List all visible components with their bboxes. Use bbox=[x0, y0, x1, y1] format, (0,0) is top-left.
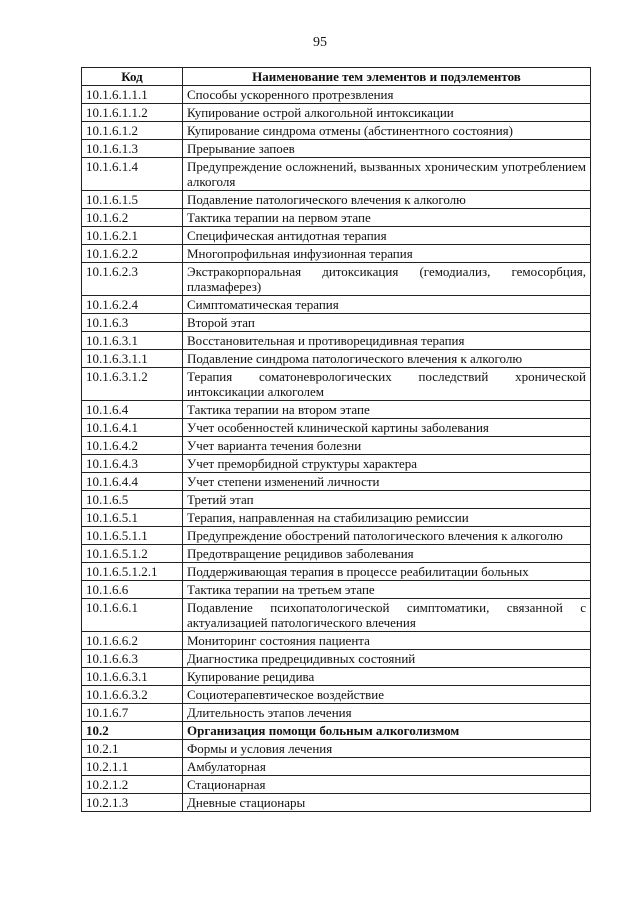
row-code: 10.1.6.1.1.2 bbox=[82, 104, 183, 122]
row-code: 10.1.6.3.1.1 bbox=[82, 350, 183, 368]
table-row bbox=[82, 527, 591, 545]
row-code: 10.1.6.1.3 bbox=[82, 140, 183, 158]
table-row bbox=[82, 650, 591, 668]
header-code: Код bbox=[82, 68, 183, 86]
table-row bbox=[82, 491, 591, 509]
row-name: Формы и условия лечения bbox=[183, 740, 591, 758]
row-code: 10.1.6.2.2 bbox=[82, 245, 183, 263]
row-name: Подавление патологического влечения к алкоголю bbox=[183, 191, 591, 209]
row-name: Длительность этапов лечения bbox=[183, 704, 591, 722]
row-code: 10.1.6.2.4 bbox=[82, 296, 183, 314]
row-name: Учет степени изменений личности bbox=[183, 473, 591, 491]
table-row bbox=[82, 332, 591, 350]
table-header-row bbox=[82, 68, 591, 86]
row-code: 10.1.6.1.2 bbox=[82, 122, 183, 140]
row-name: Стационарная bbox=[183, 776, 591, 794]
row-code: 10.1.6.5.1.2.1 bbox=[82, 563, 183, 581]
row-name: Тактика терапии на втором этапе bbox=[183, 401, 591, 419]
table-row bbox=[82, 350, 591, 368]
row-code: 10.1.6.5 bbox=[82, 491, 183, 509]
table-row bbox=[82, 581, 591, 599]
row-name: Социотерапевтическое воздействие bbox=[183, 686, 591, 704]
table-body bbox=[82, 86, 591, 812]
row-code: 10.1.6.2 bbox=[82, 209, 183, 227]
page-number: 95 bbox=[313, 35, 327, 50]
table-row bbox=[82, 740, 591, 758]
table-row bbox=[82, 455, 591, 473]
table-row bbox=[82, 314, 591, 332]
row-code: 10.1.6.2.3 bbox=[82, 263, 183, 296]
row-code: 10.2.1.1 bbox=[82, 758, 183, 776]
table-row bbox=[82, 545, 591, 563]
row-name: Предотвращение рецидивов заболевания bbox=[183, 545, 591, 563]
row-name: Мониторинг состояния пациента bbox=[183, 632, 591, 650]
row-code: 10.1.6.6.1 bbox=[82, 599, 183, 632]
table-row bbox=[82, 191, 591, 209]
table-row bbox=[82, 563, 591, 581]
table-row bbox=[82, 473, 591, 491]
row-code: 10.1.6.6.3.2 bbox=[82, 686, 183, 704]
row-name: Учет преморбидной структуры характера bbox=[183, 455, 591, 473]
table-row bbox=[82, 419, 591, 437]
topics-table bbox=[81, 67, 591, 812]
row-name: Организация помощи больным алкоголизмом bbox=[183, 722, 591, 740]
row-name: Купирование острой алкогольной интоксикации bbox=[183, 104, 591, 122]
row-name: Учет варианта течения болезни bbox=[183, 437, 591, 455]
row-code: 10.1.6.1.1.1 bbox=[82, 86, 183, 104]
row-code: 10.2.1.2 bbox=[82, 776, 183, 794]
row-code: 10.1.6.6 bbox=[82, 581, 183, 599]
row-name: Симптоматическая терапия bbox=[183, 296, 591, 314]
row-code: 10.1.6.2.1 bbox=[82, 227, 183, 245]
row-code: 10.2 bbox=[82, 722, 183, 740]
table-row bbox=[82, 722, 591, 740]
row-code: 10.1.6.6.3.1 bbox=[82, 668, 183, 686]
table-row bbox=[82, 368, 591, 401]
table-row bbox=[82, 437, 591, 455]
row-name: Подавление психопатологической симптоматики, связанной с актуализацией патологического влечения bbox=[183, 599, 591, 632]
row-name: Диагностика предрецидивных состояний bbox=[183, 650, 591, 668]
row-name: Дневные стационары bbox=[183, 794, 591, 812]
table-row bbox=[82, 794, 591, 812]
table-row bbox=[82, 704, 591, 722]
table-row bbox=[82, 245, 591, 263]
row-code: 10.1.6.4.4 bbox=[82, 473, 183, 491]
row-code: 10.1.6.3.1 bbox=[82, 332, 183, 350]
row-code: 10.1.6.4.2 bbox=[82, 437, 183, 455]
row-code: 10.1.6.6.2 bbox=[82, 632, 183, 650]
table-row bbox=[82, 758, 591, 776]
row-name: Терапия, направленная на стабилизацию ремиссии bbox=[183, 509, 591, 527]
row-code: 10.1.6.5.1.1 bbox=[82, 527, 183, 545]
row-code: 10.1.6.4.3 bbox=[82, 455, 183, 473]
row-name: Прерывание запоев bbox=[183, 140, 591, 158]
row-name: Специфическая антидотная терапия bbox=[183, 227, 591, 245]
table-row bbox=[82, 227, 591, 245]
row-name: Амбулаторная bbox=[183, 758, 591, 776]
row-code: 10.1.6.1.5 bbox=[82, 191, 183, 209]
table-row bbox=[82, 158, 591, 191]
row-code: 10.1.6.3.1.2 bbox=[82, 368, 183, 401]
row-name: Подавление синдрома патологического влечения к алкоголю bbox=[183, 350, 591, 368]
row-name: Купирование синдрома отмены (абстинентного состояния) bbox=[183, 122, 591, 140]
table-row bbox=[82, 86, 591, 104]
table-row bbox=[82, 104, 591, 122]
row-name: Третий этап bbox=[183, 491, 591, 509]
header-name: Наименование тем элементов и подэлементов bbox=[183, 68, 591, 86]
row-code: 10.1.6.5.1 bbox=[82, 509, 183, 527]
row-name: Многопрофильная инфузионная терапия bbox=[183, 245, 591, 263]
row-name: Второй этап bbox=[183, 314, 591, 332]
row-name: Учет особенностей клинической картины заболевания bbox=[183, 419, 591, 437]
row-code: 10.2.1 bbox=[82, 740, 183, 758]
row-name: Тактика терапии на первом этапе bbox=[183, 209, 591, 227]
row-name: Тактика терапии на третьем этапе bbox=[183, 581, 591, 599]
table-row bbox=[82, 686, 591, 704]
table-row bbox=[82, 632, 591, 650]
table-row bbox=[82, 209, 591, 227]
table-row bbox=[82, 263, 591, 296]
row-name: Предупреждение обострений патологического влечения к алкоголю bbox=[183, 527, 591, 545]
row-name: Терапия соматоневрологических последствий хронической интоксикации алкоголем bbox=[183, 368, 591, 401]
row-name: Восстановительная и противорецидивная терапия bbox=[183, 332, 591, 350]
table-row bbox=[82, 401, 591, 419]
row-code: 10.1.6.4 bbox=[82, 401, 183, 419]
row-code: 10.1.6.6.3 bbox=[82, 650, 183, 668]
table-row bbox=[82, 668, 591, 686]
row-code: 10.1.6.5.1.2 bbox=[82, 545, 183, 563]
row-name: Поддерживающая терапия в процессе реабилитации больных bbox=[183, 563, 591, 581]
table-row bbox=[82, 776, 591, 794]
row-name: Экстракорпоральная дитоксикация (гемодиализ, гемосорбция, плазмаферез) bbox=[183, 263, 591, 296]
row-code: 10.1.6.7 bbox=[82, 704, 183, 722]
table-row bbox=[82, 599, 591, 632]
row-code: 10.1.6.1.4 bbox=[82, 158, 183, 191]
table-row bbox=[82, 509, 591, 527]
row-code: 10.1.6.4.1 bbox=[82, 419, 183, 437]
row-name: Купирование рецидива bbox=[183, 668, 591, 686]
row-name: Способы ускоренного протрезвления bbox=[183, 86, 591, 104]
table-row bbox=[82, 122, 591, 140]
row-code: 10.2.1.3 bbox=[82, 794, 183, 812]
row-name: Предупреждение осложнений, вызванных хроническим употреблением алкоголя bbox=[183, 158, 591, 191]
table-row bbox=[82, 140, 591, 158]
row-code: 10.1.6.3 bbox=[82, 314, 183, 332]
table-row bbox=[82, 296, 591, 314]
